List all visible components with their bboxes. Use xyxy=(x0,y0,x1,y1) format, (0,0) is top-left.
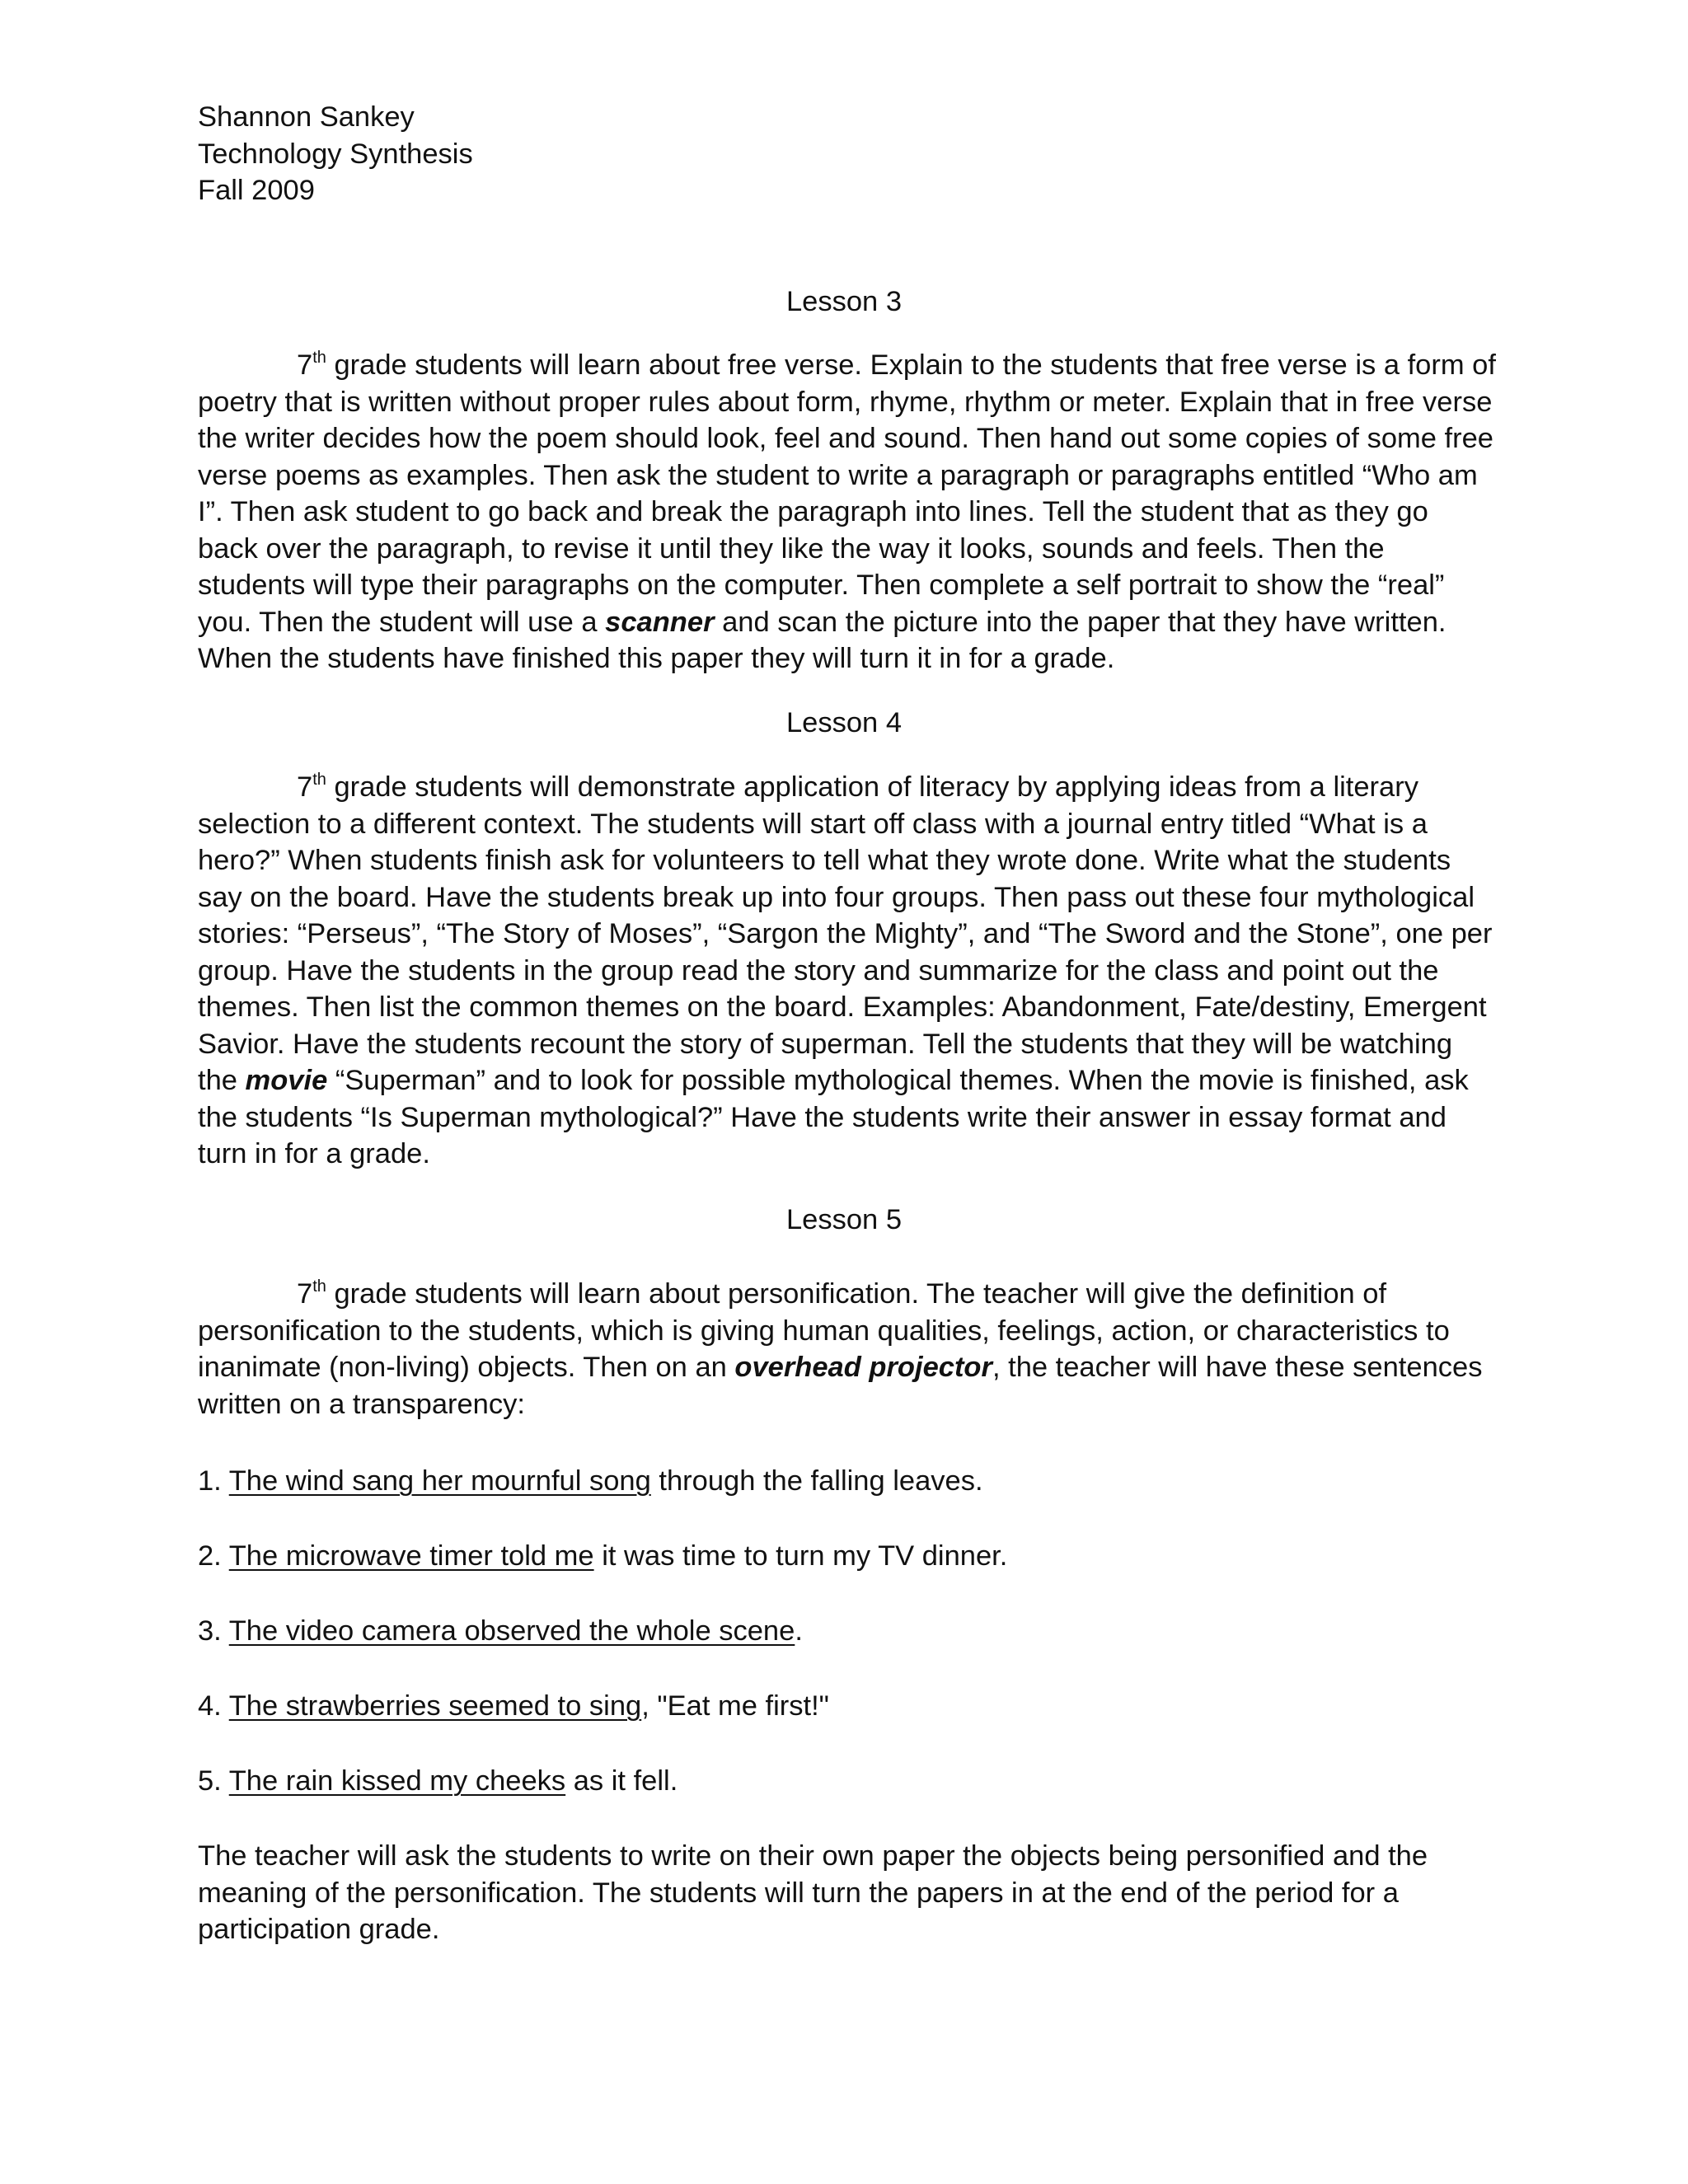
lesson-3-title: Lesson 3 xyxy=(785,286,903,317)
author-name: Shannon Sankey xyxy=(198,101,415,133)
emphasis-overhead-projector: overhead projector xyxy=(734,1352,992,1383)
lesson-5-title: Lesson 5 xyxy=(785,1204,903,1235)
emphasis-movie: movie xyxy=(245,1065,328,1096)
lesson-3-paragraph: 7th grade students will learn about free verse. Explain to the students that free verse is a form of poetry that is written without proper rules about form, rhyme, rhythm or meter. Explain that in free verse the writer decides how the poem should look, feel and sound. Then hand out some copies of some free verse poems as examples. Then ask the student to write a paragraph or paragraphs entitled “Who am I”. Then ask student to go back and break the paragraph into lines. Tell the student that as they go back over the paragraph, to revise it until they like the way it looks, sounds and feels. Then the students will type their paragraphs on the computer. Then complete a self portrait to show the “real” you. Then the student will use a scanner and scan the picture into the paper that they have written. When the students have finished this paper they will turn it in for a grade. xyxy=(198,348,1496,674)
document-header xyxy=(198,99,473,209)
example-sentence-2: 2. The microwave timer told me it was time to turn my TV dinner. xyxy=(198,1540,1008,1572)
lesson-4-title: Lesson 4 xyxy=(785,707,903,738)
example-sentence-3: 3. The video camera observed the whole scene. xyxy=(198,1615,803,1647)
lesson-5-paragraph: 7th grade students will learn about personification. The teacher will give the definition of personification to the students, which is giving human qualities, feelings, action, or characteristics to inanimate (non-living) objects. Then on an overhead projector, the teacher will have these sentences written on a transparency: xyxy=(198,1277,1483,1420)
example-sentence-5: 5. The rain kissed my cheeks as it fell. xyxy=(198,1765,678,1797)
course-name: Technology Synthesis xyxy=(198,138,473,170)
example-sentence-4: 4. The strawberries seemed to sing, "Eat me first!" xyxy=(198,1690,829,1722)
example-sentence-1: 1. The wind sang her mournful song through the falling leaves. xyxy=(198,1465,983,1497)
lesson-5-closing: The teacher will ask the students to write on their own paper the objects being personified and the meaning of the personification. The students will turn the papers in at the end of the period for a participation grade. xyxy=(198,1840,1428,1945)
lesson-4-paragraph: 7th grade students will demonstrate application of literacy by applying ideas from a literary selection to a different context. The students will start off class with a journal entry titled “What is a hero?” When students finish ask for volunteers to tell what they wrote done. Write what the students say on the board. Have the students break up into four groups. Then pass out these four mythological stories: “Perseus”, “The Story of Moses”, “Sargon the Mighty”, and “The Sword and the Stone”, one per group. Have the students in the group read the story and summarize for the class and point out the themes. Then list the common themes on the board. Examples: Abandonment, Fate/destiny, Emergent Savior. Have the students recount the story of superman. Tell the students that they will be watching the movie “Superman” and to look for possible mythological themes. When the movie is finished, ask the students “Is Superman mythological?” Have the students write their answer in essay format and turn in for a grade. xyxy=(198,770,1493,1169)
term: Fall 2009 xyxy=(198,175,315,206)
emphasis-scanner: scanner xyxy=(605,606,715,638)
